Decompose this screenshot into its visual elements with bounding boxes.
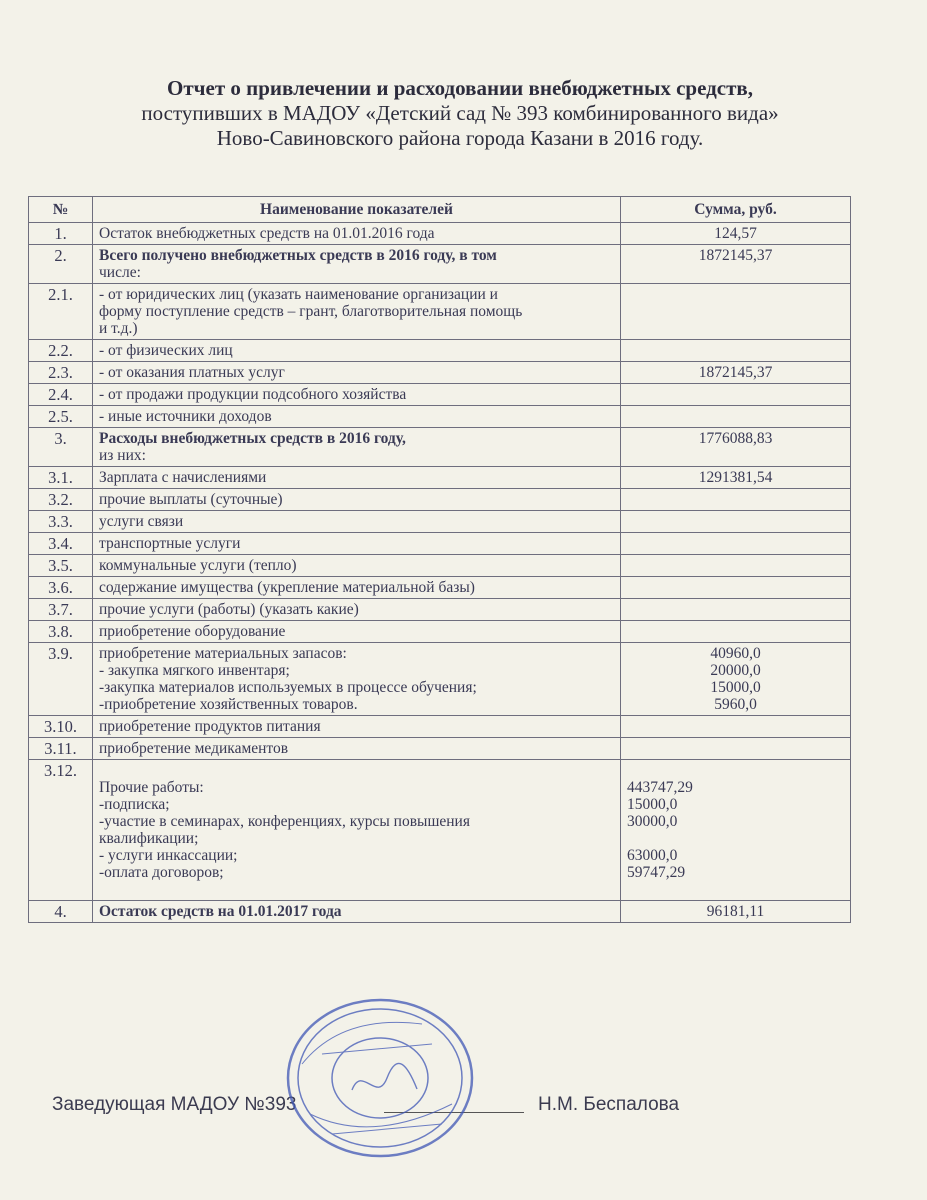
indicator-line: - от продажи продукции подсобного хозяйства <box>99 386 407 403</box>
signature-block <box>52 1094 680 1116</box>
table-row <box>29 511 851 533</box>
row-indicator-name <box>93 223 621 245</box>
indicator-line: форму поступление средств – грант, благотворительная помощь <box>99 303 523 320</box>
indicator-line: Остаток средств на 01.01.2017 года <box>99 903 342 920</box>
row-indicator-name <box>93 901 621 923</box>
indicator-line: - закупка мягкого инвентаря; <box>99 662 290 679</box>
indicator-line: коммунальные услуги (тепло) <box>99 557 297 574</box>
row-number: 3.10. <box>29 716 93 738</box>
indicator-line: - от оказания платных услуг <box>99 364 285 381</box>
row-indicator-name <box>93 716 621 738</box>
row-indicator-name <box>93 428 621 467</box>
row-sum <box>621 362 851 384</box>
row-sum <box>621 716 851 738</box>
row-indicator-name <box>93 621 621 643</box>
row-sum <box>621 467 851 489</box>
sum-value: 5960,0 <box>714 696 757 713</box>
sum-value: 1872145,37 <box>698 364 773 381</box>
row-number: 2.4. <box>29 384 93 406</box>
row-number: 2. <box>29 245 93 284</box>
indicator-line: квалификации; <box>99 830 199 847</box>
table-header-row <box>29 197 851 223</box>
indicator-line: приобретение продуктов питания <box>99 718 321 735</box>
sum-value: 1776088,83 <box>698 430 773 447</box>
indicator-line: -подписка; <box>99 796 170 813</box>
row-number: 3.11. <box>29 738 93 760</box>
row-indicator-name <box>93 362 621 384</box>
row-sum <box>621 901 851 923</box>
row-sum <box>621 555 851 577</box>
row-number: 1. <box>29 223 93 245</box>
row-sum <box>621 245 851 284</box>
indicator-line: -приобретение хозяйственных товаров. <box>99 696 358 713</box>
row-indicator-name <box>93 760 621 901</box>
row-number: 3.2. <box>29 489 93 511</box>
row-sum <box>621 428 851 467</box>
header-indicator: Наименование показателей <box>93 197 621 223</box>
sum-value: 63000,0 <box>627 847 678 864</box>
row-number: 2.2. <box>29 340 93 362</box>
row-indicator-name <box>93 599 621 621</box>
sum-value: 30000,0 <box>627 813 678 830</box>
row-sum <box>621 406 851 428</box>
row-sum <box>621 384 851 406</box>
header-number: № <box>29 197 93 223</box>
row-indicator-name <box>93 643 621 716</box>
sum-value: 15000,0 <box>710 679 761 696</box>
row-number: 3.4. <box>29 533 93 555</box>
row-sum <box>621 511 851 533</box>
table-row <box>29 245 851 284</box>
indicator-line: прочие выплаты (суточные) <box>99 491 283 508</box>
indicator-line: -оплата договоров; <box>99 864 224 881</box>
table-row <box>29 760 851 901</box>
sum-value: 20000,0 <box>710 662 761 679</box>
indicator-line: - услуги инкассации; <box>99 847 238 864</box>
row-sum <box>621 284 851 340</box>
indicator-line: транспортные услуги <box>99 535 241 552</box>
indicator-line: - иные источники доходов <box>99 408 272 425</box>
row-indicator-name <box>93 738 621 760</box>
indicator-line: Расходы внебюджетных средств в 2016 году, <box>99 430 406 447</box>
table-row <box>29 384 851 406</box>
sum-value <box>627 830 844 847</box>
table-row <box>29 643 851 716</box>
row-indicator-name <box>93 467 621 489</box>
row-number: 4. <box>29 901 93 923</box>
signature-position: Заведующая МАДОУ №393 <box>52 1094 297 1115</box>
row-number: 2.1. <box>29 284 93 340</box>
indicator-line: приобретение материальных запасов: <box>99 645 347 662</box>
indicator-line: -участие в семинарах, конференциях, курсы повышения <box>99 813 470 830</box>
indicator-line: прочие услуги (работы) (указать какие) <box>99 601 359 618</box>
row-sum <box>621 599 851 621</box>
table-row <box>29 223 851 245</box>
sum-value: 1872145,37 <box>698 247 773 264</box>
row-sum <box>621 760 851 901</box>
indicator-line: Всего получено внебюджетных средств в 2016 году, в том <box>99 247 497 264</box>
row-indicator-name <box>93 406 621 428</box>
indicator-line: - от юридических лиц (указать наименование организации и <box>99 286 498 303</box>
sum-value: 59747,29 <box>627 864 686 881</box>
official-seal-stamp <box>282 994 478 1162</box>
header-sum: Сумма, руб. <box>621 197 851 223</box>
table-row <box>29 716 851 738</box>
row-sum <box>621 577 851 599</box>
sum-value: 124,57 <box>714 225 757 242</box>
indicator-line: - от физических лиц <box>99 342 233 359</box>
indicator-line <box>99 881 614 898</box>
table-row <box>29 340 851 362</box>
signature-name: Н.М. Беспалова <box>538 1094 680 1115</box>
indicator-line: услуги связи <box>99 513 184 530</box>
indicator-line: приобретение оборудование <box>99 623 286 640</box>
row-number: 3.1. <box>29 467 93 489</box>
table-row <box>29 489 851 511</box>
row-number: 2.5. <box>29 406 93 428</box>
table-row <box>29 406 851 428</box>
table-row <box>29 599 851 621</box>
row-number: 2.3. <box>29 362 93 384</box>
indicator-line: -закупка материалов используемых в процессе обучения; <box>99 679 477 696</box>
row-indicator-name <box>93 577 621 599</box>
row-indicator-name <box>93 555 621 577</box>
row-sum <box>621 621 851 643</box>
report-title: Отчет о привлечении и расходовании внебюджетных средств, <box>167 76 753 100</box>
row-number: 3.7. <box>29 599 93 621</box>
sum-value: 443747,29 <box>627 779 693 796</box>
indicator-line: содержание имущества (укрепление материальной базы) <box>99 579 475 596</box>
indicator-line: из них: <box>99 447 146 464</box>
row-sum <box>621 489 851 511</box>
table-row <box>29 621 851 643</box>
row-indicator-name <box>93 489 621 511</box>
row-sum <box>621 223 851 245</box>
sum-value: 96181,11 <box>706 903 765 920</box>
table-row <box>29 284 851 340</box>
row-number: 3.9. <box>29 643 93 716</box>
indicator-line: Зарплата с начислениями <box>99 469 267 486</box>
row-indicator-name <box>93 511 621 533</box>
table-row <box>29 738 851 760</box>
report-subtitle-district: Ново-Савиновского района города Казани в 2016 году. <box>216 126 704 150</box>
row-indicator-name <box>93 245 621 284</box>
indicator-line: Остаток внебюджетных средств на 01.01.2016 года <box>99 225 435 242</box>
indicator-line: приобретение медикаментов <box>99 740 289 757</box>
sum-value: 1291381,54 <box>698 469 773 486</box>
row-sum <box>621 340 851 362</box>
row-number: 3.6. <box>29 577 93 599</box>
table-row <box>29 555 851 577</box>
row-number: 3.3. <box>29 511 93 533</box>
row-indicator-name <box>93 284 621 340</box>
row-indicator-name <box>93 533 621 555</box>
indicator-line: и т.д.) <box>99 320 138 337</box>
table-row <box>29 533 851 555</box>
row-number: 3. <box>29 428 93 467</box>
row-indicator-name <box>93 384 621 406</box>
row-number: 3.12. <box>29 760 93 901</box>
indicator-line <box>99 762 614 779</box>
sum-value: 40960,0 <box>710 645 761 662</box>
table-row <box>29 467 851 489</box>
sum-value: 15000,0 <box>627 796 678 813</box>
report-table <box>28 196 851 923</box>
row-sum <box>621 643 851 716</box>
table-row <box>29 577 851 599</box>
table-row <box>29 901 851 923</box>
table-row <box>29 362 851 384</box>
row-sum <box>621 738 851 760</box>
indicator-line: Прочие работы: <box>99 779 204 796</box>
row-number: 3.5. <box>29 555 93 577</box>
report-subtitle-organization: поступивших в МАДОУ «Детский сад № 393 комбинированного вида» <box>141 101 779 125</box>
table-row <box>29 428 851 467</box>
indicator-line: числе: <box>99 264 141 281</box>
row-indicator-name <box>93 340 621 362</box>
row-sum <box>621 533 851 555</box>
row-number: 3.8. <box>29 621 93 643</box>
